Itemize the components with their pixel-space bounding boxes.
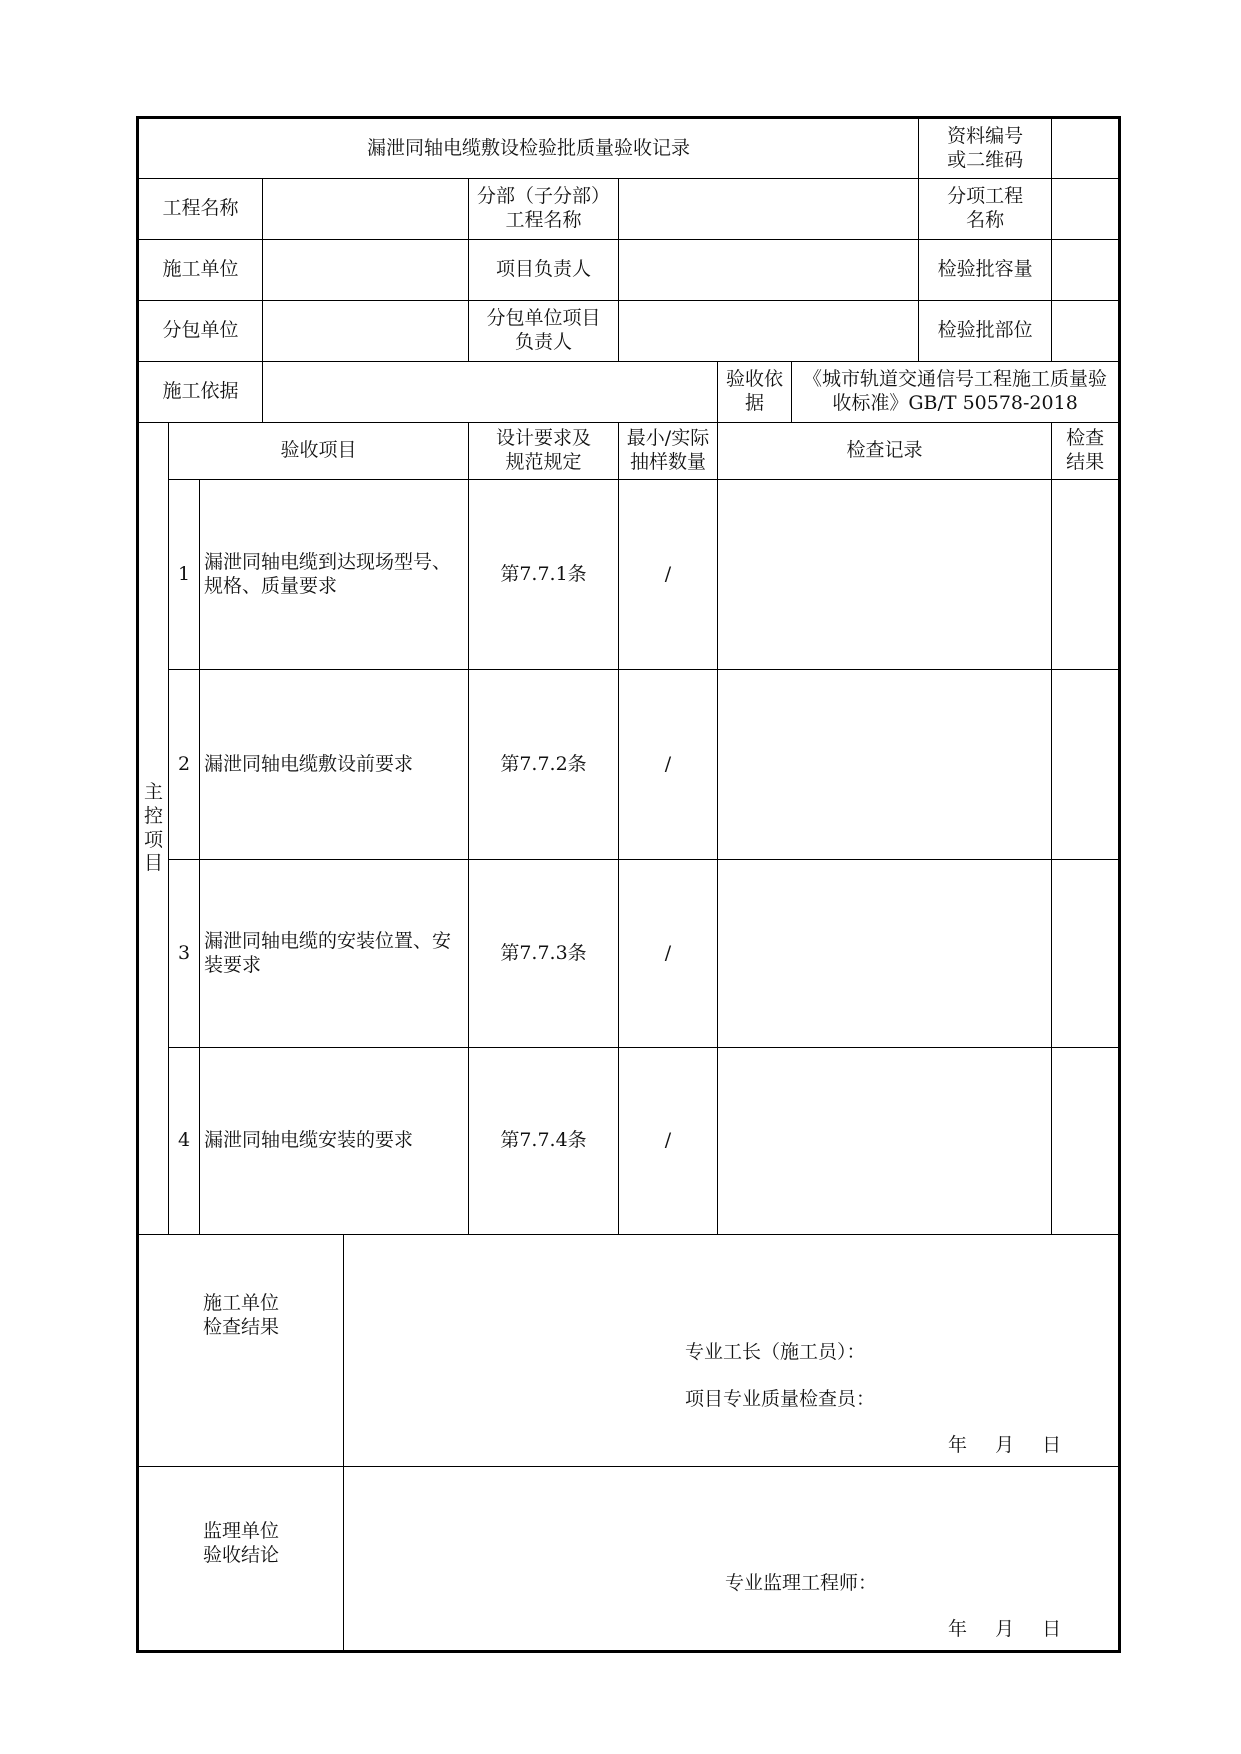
date-month: 月 (995, 1434, 1015, 1456)
construction-basis-value[interactable] (263, 362, 718, 423)
table-row (138, 670, 1120, 860)
table-row (138, 1048, 1120, 1235)
item-record[interactable] (718, 480, 1052, 670)
item-sample: / (619, 1048, 718, 1235)
item-sample: / (619, 480, 718, 670)
col-header-design-req-text: 设计要求及规范规定 (495, 427, 591, 473)
acceptance-basis-label: 验收依据 (718, 362, 792, 423)
form-title: 漏泄同轴电缆敷设检验批质量验收记录 (138, 118, 919, 179)
item-name: 漏泄同轴电缆安装的要求 (200, 1048, 469, 1235)
record-no-label-text: 资料编号或二维码 (947, 124, 1024, 171)
construction-unit-label: 施工单位 (138, 240, 263, 301)
col-header-record: 检查记录 (718, 423, 1052, 480)
item-no: 1 (169, 480, 200, 670)
item-sample: / (619, 860, 718, 1048)
date-year: 年 (948, 1618, 968, 1640)
item-sample: / (619, 670, 718, 860)
item-name: 漏泄同轴电缆敷设前要求 (200, 670, 469, 860)
sub-item-label (919, 179, 1052, 240)
sub-division-value[interactable] (619, 179, 919, 240)
table-row (138, 480, 1120, 670)
item-record[interactable] (718, 860, 1052, 1048)
item-name: 漏泄同轴电缆的安装位置、安装要求 (200, 860, 469, 1048)
quality-inspector-signature-label: 项目专业质量检查员： (685, 1388, 876, 1410)
project-leader-label: 项目负责人 (469, 240, 619, 301)
supervision-check-area[interactable] (344, 1467, 1120, 1652)
col-header-result (1052, 423, 1120, 480)
subcontractor-leader-value[interactable] (619, 301, 919, 362)
construction-check-label-line2: 检查结果 (202, 1315, 279, 1338)
subcontractor-value[interactable] (263, 301, 469, 362)
date-day: 日 (1042, 1618, 1062, 1640)
supervision-check-label-line2: 验收结论 (202, 1543, 279, 1566)
date-year: 年 (948, 1434, 968, 1456)
supervision-engineer-signature-label: 专业监理工程师： (725, 1572, 878, 1594)
item-result[interactable] (1052, 1048, 1120, 1235)
batch-capacity-label: 检验批容量 (919, 240, 1052, 301)
record-no-value[interactable] (1052, 118, 1120, 179)
construction-check-area[interactable] (344, 1235, 1120, 1467)
construction-basis-label: 施工依据 (138, 362, 263, 423)
construction-date (948, 1434, 1061, 1458)
item-result[interactable] (1052, 860, 1120, 1048)
batch-location-value[interactable] (1052, 301, 1120, 362)
item-name: 漏泄同轴电缆到达现场型号、规格、质量要求 (200, 480, 469, 670)
item-record[interactable] (718, 1048, 1052, 1235)
subcontractor-leader-label-text: 分包单位项目负责人 (486, 307, 601, 353)
acceptance-basis-value: 《城市轨道交通信号工程施工质量验收标准》GB/T 50578-2018 (792, 362, 1120, 423)
record-no-label (919, 118, 1052, 179)
date-day: 日 (1042, 1434, 1062, 1456)
sub-division-label (469, 179, 619, 240)
sub-division-label-text: 分部（子分部）工程名称 (476, 185, 610, 231)
main-control-label (138, 423, 169, 1235)
date-month: 月 (995, 1618, 1015, 1640)
item-clause: 第7.7.2条 (469, 670, 619, 860)
col-header-item: 验收项目 (169, 423, 469, 480)
item-no: 4 (169, 1048, 200, 1235)
supervision-check-label (138, 1467, 344, 1652)
foreman-signature-label: 专业工长（施工员）： (685, 1341, 866, 1363)
batch-location-label: 检验批部位 (919, 301, 1052, 362)
sub-item-label-text: 分项工程名称 (947, 185, 1024, 231)
construction-check-label (138, 1235, 344, 1467)
subcontractor-leader-label (469, 301, 619, 362)
project-name-label: 工程名称 (138, 179, 263, 240)
item-clause: 第7.7.1条 (469, 480, 619, 670)
col-header-sample (619, 423, 718, 480)
col-header-design-req (469, 423, 619, 480)
subcontractor-label: 分包单位 (138, 301, 263, 362)
construction-check-label-line1: 施工单位 (202, 1291, 279, 1314)
project-leader-value[interactable] (619, 240, 919, 301)
supervision-check-label-line1: 监理单位 (202, 1519, 279, 1542)
item-record[interactable] (718, 670, 1052, 860)
item-result[interactable] (1052, 480, 1120, 670)
batch-capacity-value[interactable] (1052, 240, 1120, 301)
item-no: 2 (169, 670, 200, 860)
acceptance-record-table (136, 116, 1121, 1653)
col-header-result-text: 检查结果 (1066, 427, 1105, 473)
construction-unit-value[interactable] (263, 240, 469, 301)
col-header-sample-text: 最小/实际抽样数量 (626, 427, 710, 473)
item-clause: 第7.7.4条 (469, 1048, 619, 1235)
supervision-date (948, 1618, 1061, 1642)
item-no: 3 (169, 860, 200, 1048)
item-result[interactable] (1052, 670, 1120, 860)
project-name-value[interactable] (263, 179, 469, 240)
main-control-label-text: 主控项目 (144, 781, 164, 875)
table-row (138, 860, 1120, 1048)
sub-item-value[interactable] (1052, 179, 1120, 240)
item-clause: 第7.7.3条 (469, 860, 619, 1048)
